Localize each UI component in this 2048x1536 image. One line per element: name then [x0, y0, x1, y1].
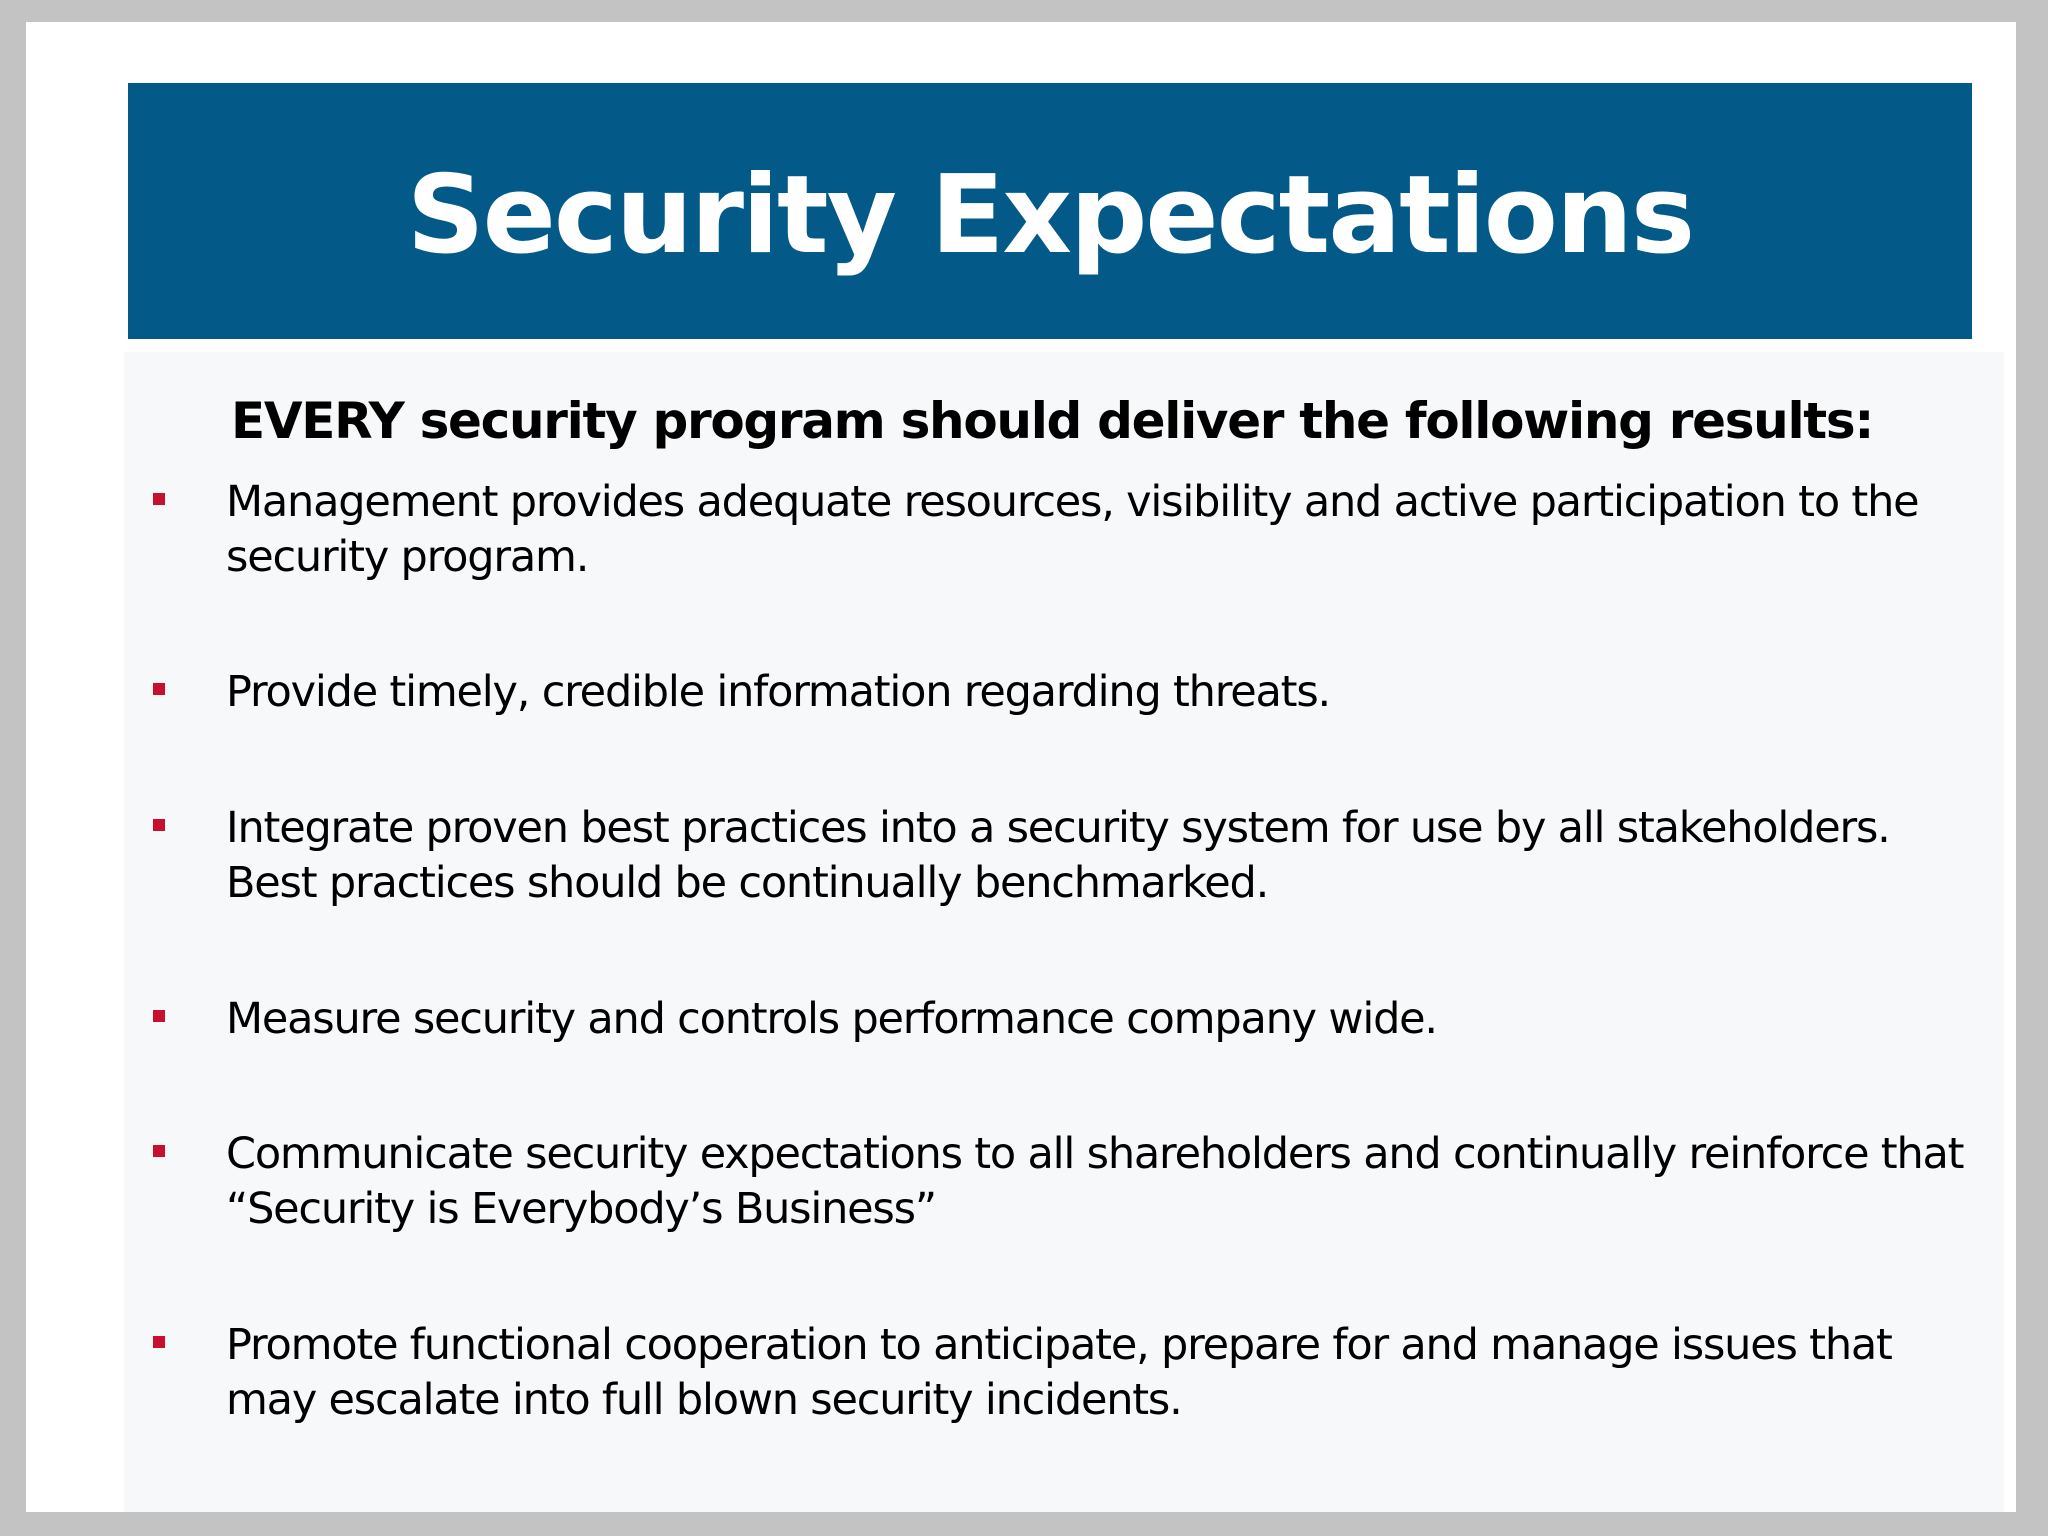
bullet-text: Promote functional cooperation to anticipate, prepare for and manage issues that may escalate into full blown security incidents. — [226, 1320, 1892, 1425]
square-bullet-icon — [153, 1010, 165, 1022]
bullet-text: Provide timely, credible information regarding threats. — [226, 667, 1330, 717]
slide — [26, 22, 2016, 1512]
square-bullet-icon — [153, 819, 165, 831]
square-bullet-icon — [153, 1336, 165, 1348]
bullet-text: Measure security and controls performance company wide. — [226, 994, 1437, 1044]
square-bullet-icon — [153, 493, 165, 505]
square-bullet-icon — [153, 1145, 165, 1157]
slide-title: Security Expectations — [406, 152, 1694, 278]
bullet-text: Integrate proven best practices into a security system for use by all stakeholders. Best practices should be continually benchmarked. — [226, 803, 1890, 908]
title-banner — [128, 83, 1972, 339]
slide-subtitle: EVERY security program should deliver the following results: — [231, 392, 1874, 450]
content-area — [124, 352, 2004, 1512]
bullet-text: Communicate security expectations to all shareholders and continually reinforce that “Security is Everybody’s Business” — [226, 1129, 1964, 1234]
square-bullet-icon — [153, 683, 165, 695]
bullet-text: Management provides adequate resources, visibility and active participation to the security program. — [226, 477, 1919, 582]
